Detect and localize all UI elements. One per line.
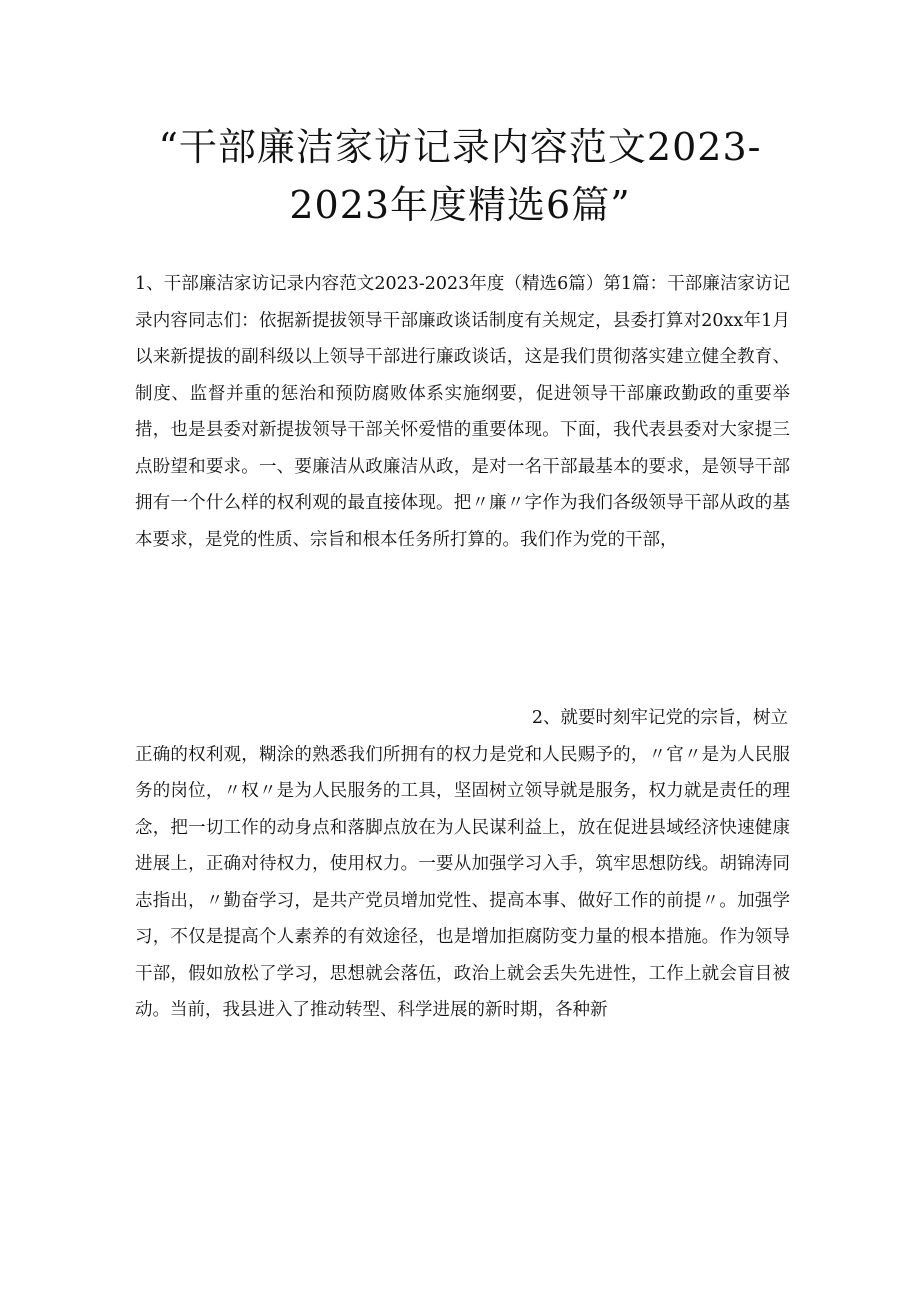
paragraph-2-body: 正确的权利观，糊涂的熟悉我们所拥有的权力是党和人民赐予的，〃官〃是为人民服务的岗位，〃权〃是为人民服务的工具，坚固树立领导就是服务，权力就是责任的理念，把一切工作的动身点和落脚点放在为人民谋利益上，放在促进县域经济快速健康进展上，正确对待权力，使用权力。一要从加强学习入手，筑牢思想防线。胡锦涛同志指出，〃勤奋学习，是共产党员增加党性、提高本事、做好工作的前提〃。加强学习，不仅是提高个人素养的有效途径，也是增加拒腐防变力量的根本措施。作为领导干部，假如放松了学习，思想就会落伍，政治上就会丢失先进性，工作上就会盲目被动。当前，我县进入了推动转型、科学进展的新时期，各种新 xyxy=(135,744,790,1020)
document-title: “干部廉洁家访记录内容范文2023-2023年度精选6篇” xyxy=(158,125,762,227)
paragraph-2 xyxy=(135,700,790,1029)
paragraph-2-lead: 2、就要时刻牢记党的宗旨，树立 xyxy=(531,708,788,728)
paragraph-1: 1、干部廉洁家访记录内容范文2023-2023年度（精选6篇）第1篇：干部廉洁家访记录内容同志们：依据新提拔领导干部廉政谈话制度有关规定，县委打算对20xx年1月以来新提拔的副科级以上领导干部进行廉政谈话，这是我们贯彻落实建立健全教育、制度、监督并重的惩治和预防腐败体系实施纲要，促进领导干部廉政勤政的重要举措，也是县委对新提拔领导干部关怀爱惜的重要体现。下面，我代表县委对大家提三点盼望和要求。一、要廉洁从政廉洁从政，是对一名干部最基本的要求，是领导干部拥有一个什么样的权利观的最直接体现。把〃廉〃字作为我们各级领导干部从政的基本要求，是党的性质、宗旨和根本任务所打算的。我们作为党的干部， xyxy=(135,274,790,550)
